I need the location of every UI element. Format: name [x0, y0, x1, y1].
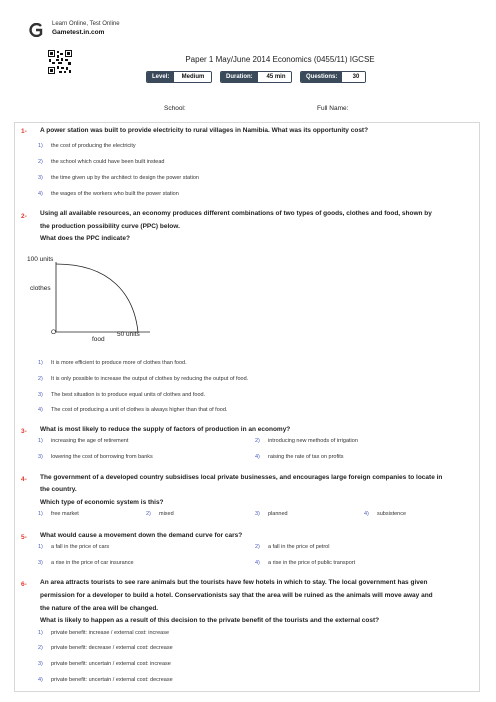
question-text-line: An area attracts tourists to see rare animals but the tourists have few hotels in which to stay. The local government has given	[40, 579, 428, 586]
ppc-curve-diagram	[26, 250, 166, 350]
question-number: 1-	[21, 128, 27, 135]
question-text-line: What does the PPC indicate?	[40, 235, 130, 242]
question-text: A power station was built to provide electricity to rural villages in Namibia. What was its opportunity cost?	[40, 127, 369, 134]
questions-label: Questions:	[301, 72, 342, 82]
brand-site: Gametest.in.com	[52, 29, 105, 36]
fullname-label: Full Name:	[317, 105, 349, 112]
ppc-x-max-label: 50 units	[117, 331, 140, 338]
gametest-logo-icon	[28, 23, 44, 37]
worksheet-page: Learn Online, Test Online Gametest.in.com Paper 1 May/June 2014 Economics (0455/11) IGCSE Level: Medium Duration: 45 min Questions: 30 School: Full Name: 1- A power station was built to provide electricity to rural villages in Namibia. What was its opportunity cost? 1) the cost of producing the electricity 2) the school which could have been built instead 3) the time given up by the architect to design the power station 4) the wages of the workers who built the power station 2- Using all available resources, an economy produces different combinations of two types of goods, clothes and food, shown by the production possibility curve (PPC) below. What does the PPC indicate? 100 units clothes O food 50 units 1) It is more efficient to produce more of clothes than food. 2) It is only possible to increase the output of clothes by reducing the output of food. 3) The best situation is to produce equal units of clothes and food. 4) The cost of producing a unit of clothes is always higher than that of food. 3- What is most likely to reduce the supply of factors of production in an economy? 1) increasing the age of retirement 2) introducing new methods of irrigation 3) lowering the cost of borrowing from banks 4) raising the rate of tax on profits 4- The government of a developed country subsidises local private businesses, and encourages large foreign companies to locate in the country. Which type of economic system is this? 1) free market 2) mixed 3) planned 4) subsistence 5- What would cause a movement down the demand curve for cars? 1) a fall in the price of cars 2) a fall in the price of petrol 3) a rise in the price of car insurance 4) a rise in the price of public transport 6- An area attracts tourists to see rare animals but the tourists have few hotels in which to stay. The local government has given permission for a developer to build a hotel. Conservationists say that the area will be ruined as the animals will move away and the nature of the area will be changed. What is likely to happen as a result of this decision to the private benefit of the tourists and the external cost? 1) private benefit: increase / external cost: increase 2) private benefit: decrease / external cost: decrease 3) private benefit: uncertain / external cost: increase 4) private benefit: uncertain / external cost: decrease	[0, 0, 496, 702]
level-badge	[146, 71, 212, 83]
ppc-y-max-label: 100 units	[27, 256, 54, 263]
question-text-line: the production possibility curve (PPC) below.	[40, 223, 180, 230]
qr-code-icon	[48, 50, 72, 74]
question-number: 6-	[21, 581, 27, 588]
ppc-curve	[56, 264, 138, 332]
question-text-line: The government of a developed country subsidises local private businesses, and encourages large foreign companies to locate in	[40, 474, 443, 481]
ppc-origin-label: O	[51, 329, 57, 336]
brand-tagline: Learn Online, Test Online	[52, 21, 120, 27]
question-number: 3-	[21, 428, 27, 435]
questions-badge	[300, 71, 366, 83]
duration-value: 45 min	[261, 72, 291, 82]
question-text-line: the nature of the area will be changed.	[40, 605, 159, 612]
question-number: 5-	[21, 534, 27, 541]
ppc-x-axis-label: food	[92, 336, 105, 343]
questions-value: 30	[347, 72, 365, 82]
question-text-line: the country.	[40, 486, 77, 493]
paper-title: Paper 1 May/June 2014 Economics (0455/11) IGCSE	[185, 55, 375, 64]
duration-badge	[220, 71, 292, 83]
question-text: What is most likely to reduce the supply of factors of production in an economy?	[40, 426, 291, 433]
question-text-line: permission for a developer to build a hotel. Conservationists say that the area will be ruined as the animals will move away and	[40, 592, 433, 599]
ppc-y-axis-label: clothes	[30, 285, 51, 292]
school-label: School:	[164, 105, 186, 112]
level-label: Level:	[147, 72, 174, 82]
level-value: Medium	[175, 72, 211, 82]
question-text-line: Which type of economic system is this?	[40, 499, 164, 506]
question-text-line: Using all available resources, an economy produces different combinations of two types of goods, clothes and food, shown by	[40, 210, 432, 217]
question-number: 4-	[21, 476, 27, 483]
question-number: 2-	[21, 213, 27, 220]
duration-label: Duration:	[221, 72, 258, 82]
question-text-line: What is likely to happen as a result of this decision to the private benefit of the tourists and the external cost?	[40, 617, 380, 624]
question-text: What would cause a movement down the demand curve for cars?	[40, 532, 243, 539]
